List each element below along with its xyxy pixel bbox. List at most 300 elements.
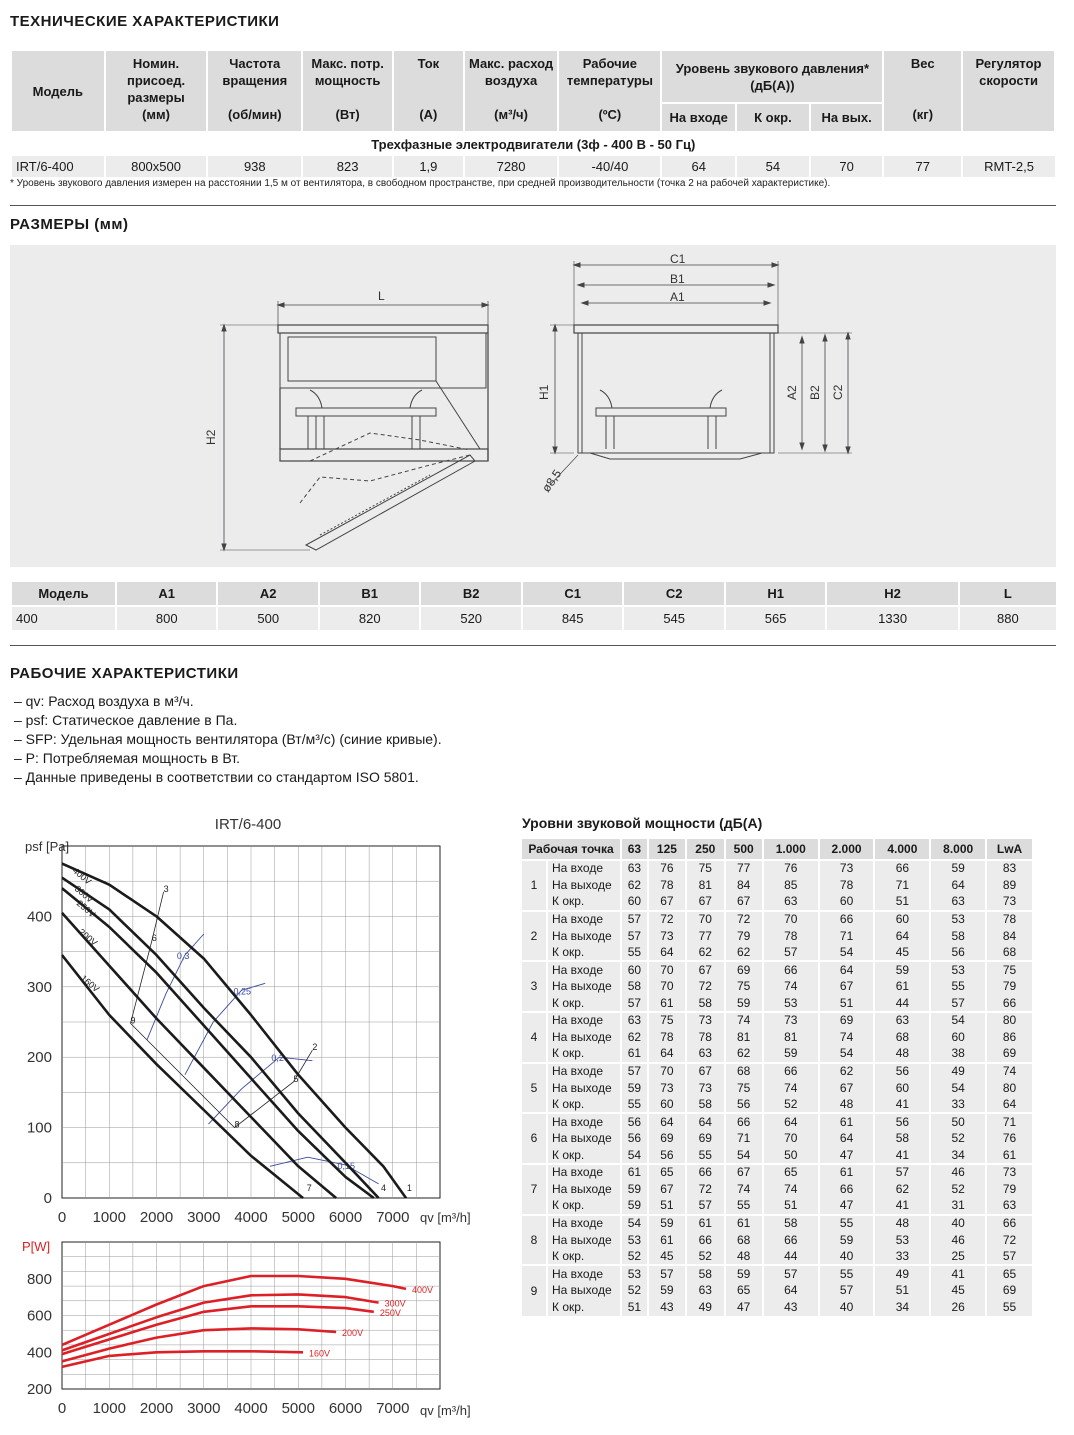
sound-value: 34 (874, 1299, 930, 1316)
sound-row (521, 1046, 1032, 1063)
sound-row-label: На выходе (547, 1181, 621, 1198)
sound-value: 74 (819, 1029, 875, 1046)
dim-cell: 820 (319, 606, 420, 630)
spec-header-size: Номин. присоед. размеры (мм) (105, 50, 208, 132)
sound-value: 74 (763, 978, 819, 995)
legend-item: – psf: Статическое давление в Па. (14, 712, 238, 728)
y-tick-label: 100 (26, 1119, 52, 1137)
sound-value: 70 (763, 911, 819, 928)
sound-value: 52 (930, 1130, 986, 1147)
spec-group-label: Трехфазные электродвигатели (3ф - 400 В - 50 Гц) (11, 132, 1055, 156)
spec-header-power: Макс. потр. мощность (Вт) (302, 50, 393, 132)
sound-value: 89 (986, 877, 1032, 894)
sound-row-label: На входе (547, 1265, 621, 1282)
y-tick-label: 0 (43, 1190, 52, 1207)
spec-cell: 70 (810, 156, 884, 177)
sound-value: 56 (725, 1096, 763, 1113)
x-tick-label: 4000 (234, 1400, 268, 1417)
sound-value: 78 (763, 928, 819, 945)
sound-value: 60 (621, 894, 648, 911)
sound-value: 60 (874, 911, 930, 928)
point-label: 6 (151, 933, 157, 944)
sound-value: 49 (686, 1299, 724, 1316)
sound-value: 76 (986, 1130, 1032, 1147)
sound-row (521, 961, 1032, 978)
pressure-ylabel: psf [Pa] (25, 839, 70, 854)
dimensions-title: РАЗМЕРЫ (мм) (10, 216, 129, 233)
x-tick-label: 2000 (139, 1400, 174, 1417)
sound-value: 65 (648, 1164, 686, 1181)
sound-value: 66 (686, 1232, 724, 1249)
spec-header-speed: Частота вращения (об/мин) (207, 50, 302, 132)
series-label: 160V (308, 1348, 331, 1359)
sound-value: 69 (986, 1046, 1032, 1063)
spec-cell: 54 (736, 156, 810, 177)
sound-value: 63 (686, 1046, 724, 1063)
sound-row-label: К окр. (547, 1147, 621, 1164)
sound-header-band: LwA (986, 839, 1032, 860)
sound-row (521, 1248, 1032, 1265)
sound-header-band: 125 (648, 839, 686, 860)
sound-value: 79 (986, 978, 1032, 995)
sound-row-label: На выходе (547, 1282, 621, 1299)
sound-value: 40 (819, 1248, 875, 1265)
x-tick-label: 5000 (281, 1209, 315, 1226)
sound-value: 58 (763, 1215, 819, 1232)
sound-row (521, 1299, 1032, 1316)
section-divider (10, 645, 1056, 646)
sound-value: 62 (725, 944, 763, 961)
sound-value: 49 (874, 1265, 930, 1282)
point-label: 5 (293, 1073, 299, 1084)
sound-row (521, 1029, 1032, 1046)
sound-value: 44 (763, 1248, 819, 1265)
sound-value: 59 (819, 1232, 875, 1249)
sound-row (521, 860, 1032, 877)
sound-point-number: 3 (521, 961, 547, 1012)
sound-value: 64 (686, 1113, 724, 1130)
sound-value: 58 (686, 995, 724, 1012)
sound-value: 44 (874, 995, 930, 1012)
sound-value: 52 (930, 1181, 986, 1198)
sound-value: 64 (763, 1282, 819, 1299)
sound-value: 57 (621, 911, 648, 928)
sound-value: 67 (686, 961, 724, 978)
dim-label-H1: H1 (537, 384, 551, 400)
sound-value: 53 (621, 1232, 648, 1249)
dim-label-C2: C2 (831, 384, 845, 400)
dim-header: H2 (826, 582, 958, 606)
pressure-xlabel: qv [m³/h] (420, 1210, 471, 1225)
series-label: 250V (74, 898, 98, 920)
sound-point-number: 2 (521, 911, 547, 962)
sound-value: 66 (819, 1181, 875, 1198)
sound-value: 71 (874, 877, 930, 894)
sound-value: 33 (930, 1096, 986, 1113)
point-label: 7 (306, 1182, 312, 1193)
sound-value: 83 (986, 860, 1032, 877)
point-label: 1 (406, 1182, 412, 1193)
sound-row-label: На входе (547, 911, 621, 928)
sound-row (521, 944, 1032, 961)
sound-value: 66 (986, 1215, 1032, 1232)
sound-value: 79 (725, 928, 763, 945)
sound-value: 66 (763, 1063, 819, 1080)
sound-value: 65 (725, 1282, 763, 1299)
sound-value: 64 (819, 961, 875, 978)
sound-value: 63 (621, 860, 648, 877)
sound-value: 41 (874, 1198, 930, 1215)
x-tick-label: 1000 (92, 1400, 126, 1417)
dim-cell: 400 (11, 606, 116, 630)
operating-line (131, 1023, 313, 1127)
sound-value: 55 (986, 1299, 1032, 1316)
sound-value: 70 (686, 911, 724, 928)
dim-cell: 500 (217, 606, 318, 630)
sound-value: 57 (874, 1164, 930, 1181)
spec-cell: 77 (883, 156, 962, 177)
sound-value: 72 (986, 1232, 1032, 1249)
sound-value: 55 (819, 1265, 875, 1282)
sound-header-band: 250 (686, 839, 724, 860)
legend-item: – P: Потребляемая мощность в Вт. (14, 750, 240, 766)
sound-value: 48 (725, 1248, 763, 1265)
sfp-label: 0,15 (337, 1160, 356, 1171)
series-label: 300V (384, 1298, 406, 1309)
dim-cell: 520 (420, 606, 521, 630)
sound-value: 62 (874, 1181, 930, 1198)
y-tick-label: 400 (26, 1344, 52, 1362)
sound-value: 73 (986, 894, 1032, 911)
sfp-label: 0,3 (176, 951, 190, 962)
sound-value: 84 (986, 928, 1032, 945)
sound-point-number: 1 (521, 860, 547, 911)
spec-cell: 800x500 (105, 156, 208, 177)
sound-row-label: На входе (547, 1215, 621, 1232)
dim-header: L (959, 582, 1056, 606)
sound-value: 70 (763, 1130, 819, 1147)
sound-value: 78 (986, 911, 1032, 928)
sound-value: 58 (874, 1130, 930, 1147)
x-tick-label: 0 (57, 1400, 67, 1417)
sound-value: 69 (686, 1130, 724, 1147)
sound-value: 72 (686, 978, 724, 995)
sound-row (521, 911, 1032, 928)
series-label: 300V (72, 883, 96, 905)
sound-value: 64 (648, 944, 686, 961)
sound-value: 64 (930, 877, 986, 894)
sound-value: 50 (930, 1113, 986, 1130)
sound-value: 81 (725, 1029, 763, 1046)
x-tick-label: 3000 (187, 1209, 221, 1226)
sound-value: 77 (686, 928, 724, 945)
sound-value: 59 (874, 961, 930, 978)
series-label: 400V (411, 1284, 434, 1295)
sound-value: 63 (686, 1282, 724, 1299)
sound-value: 69 (725, 961, 763, 978)
sound-value: 56 (874, 1113, 930, 1130)
sound-row-label: На входе (547, 1063, 621, 1080)
sound-row-label: На выходе (547, 978, 621, 995)
sound-value: 54 (930, 1080, 986, 1097)
spec-table (10, 49, 1056, 177)
sound-value: 68 (986, 944, 1032, 961)
series-label: 250V (379, 1307, 401, 1318)
sound-value: 57 (819, 1282, 875, 1299)
spec-cell: RMT-2,5 (962, 156, 1055, 177)
sound-value: 41 (930, 1265, 986, 1282)
dim-label-H2: H2 (204, 429, 218, 445)
sound-value: 73 (686, 1012, 724, 1029)
power-xlabel: qv [m³/h] (420, 1403, 471, 1418)
sound-value: 75 (648, 1012, 686, 1029)
sound-value: 66 (874, 860, 930, 877)
sound-value: 62 (819, 1063, 875, 1080)
sound-value: 58 (686, 1265, 724, 1282)
sound-value: 59 (725, 1265, 763, 1282)
sound-point-number: 9 (521, 1265, 547, 1316)
sound-header-band: 8.000 (930, 839, 986, 860)
x-tick-label: 4000 (234, 1209, 268, 1226)
sound-value: 81 (763, 1029, 819, 1046)
sound-value: 69 (819, 1012, 875, 1029)
sound-value: 59 (725, 995, 763, 1012)
sound-value: 75 (686, 860, 724, 877)
sound-row (521, 1096, 1032, 1113)
sound-value: 57 (930, 995, 986, 1012)
point-label: 4 (380, 1182, 386, 1193)
sound-value: 80 (986, 1012, 1032, 1029)
sound-value: 58 (686, 1096, 724, 1113)
sound-value: 52 (763, 1096, 819, 1113)
sound-value: 54 (725, 1147, 763, 1164)
sound-value: 50 (763, 1147, 819, 1164)
sound-row-label: На входе (547, 1113, 621, 1130)
sound-value: 61 (986, 1147, 1032, 1164)
sound-row-label: На выходе (547, 1080, 621, 1097)
sound-value: 70 (648, 961, 686, 978)
sound-value: 38 (930, 1046, 986, 1063)
spec-header-temp: Рабочие температуры (ºС) (558, 50, 661, 132)
sound-row-label: На выходе (547, 1130, 621, 1147)
sound-value: 46 (930, 1232, 986, 1249)
x-tick-label: 7000 (376, 1400, 410, 1417)
sound-value: 66 (986, 995, 1032, 1012)
dim-label-A2: A2 (785, 385, 799, 400)
sound-value: 43 (648, 1299, 686, 1316)
spec-cell: 1,9 (393, 156, 464, 177)
sound-value: 47 (819, 1147, 875, 1164)
sound-value: 61 (621, 1046, 648, 1063)
sound-table (520, 839, 1032, 1316)
sound-point-number: 7 (521, 1164, 547, 1215)
sound-value: 34 (930, 1147, 986, 1164)
sound-value: 60 (819, 894, 875, 911)
sound-value: 43 (763, 1299, 819, 1316)
sound-header-band: 1.000 (763, 839, 819, 860)
sound-value: 57 (686, 1198, 724, 1215)
sound-value: 45 (648, 1248, 686, 1265)
dim-label-B2: B2 (808, 385, 822, 400)
sound-value: 54 (819, 944, 875, 961)
y-tick-label: 300 (26, 978, 52, 996)
sound-value: 77 (725, 860, 763, 877)
dim-header: B2 (420, 582, 521, 606)
dim-label-L: L (378, 289, 385, 303)
dim-label-hole: ø8,5 (538, 467, 565, 495)
sound-value: 59 (763, 1046, 819, 1063)
pressure-chart (0, 810, 500, 1230)
sound-value: 26 (930, 1299, 986, 1316)
sound-row (521, 1181, 1032, 1198)
dim-label-B1: B1 (670, 272, 685, 286)
sound-value: 62 (621, 1029, 648, 1046)
x-tick-label: 7000 (376, 1209, 410, 1226)
sound-row-label: К окр. (547, 1248, 621, 1265)
sound-value: 51 (648, 1198, 686, 1215)
sound-value: 31 (930, 1198, 986, 1215)
sound-value: 67 (686, 894, 724, 911)
sound-value: 68 (725, 1063, 763, 1080)
sound-value: 51 (874, 894, 930, 911)
sound-value: 47 (725, 1299, 763, 1316)
sound-value: 74 (725, 1181, 763, 1198)
sound-value: 57 (763, 944, 819, 961)
specs-title: ТЕХНИЧЕСКИЕ ХАРАКТЕРИСТИКИ (10, 13, 280, 30)
sound-row-label: На выходе (547, 1029, 621, 1046)
point-label: 3 (163, 883, 169, 894)
sound-row (521, 1198, 1032, 1215)
sound-point-number: 6 (521, 1113, 547, 1164)
spec-header-weight: Вес (кг) (883, 50, 962, 132)
sound-value: 46 (930, 1164, 986, 1181)
spec-header-model: Модель (11, 50, 105, 132)
x-tick-label: 1000 (92, 1209, 126, 1226)
sound-value: 60 (621, 961, 648, 978)
sound-value: 66 (819, 911, 875, 928)
sound-value: 45 (930, 1282, 986, 1299)
sound-value: 65 (763, 1164, 819, 1181)
sound-title: Уровни звуковой мощности (дБ(А) (522, 815, 763, 831)
spec-data-row (11, 156, 1055, 177)
sound-value: 52 (621, 1282, 648, 1299)
point-label: 2 (312, 1042, 318, 1053)
sound-value: 48 (819, 1096, 875, 1113)
sound-value: 70 (648, 978, 686, 995)
sound-value: 64 (819, 1130, 875, 1147)
sound-value: 67 (648, 1181, 686, 1198)
dimension-table (10, 582, 1056, 630)
sound-point-number: 8 (521, 1215, 547, 1266)
sound-value: 53 (874, 1232, 930, 1249)
sound-value: 81 (686, 877, 724, 894)
sound-value: 75 (725, 1080, 763, 1097)
sound-value: 55 (621, 944, 648, 961)
sound-value: 71 (725, 1130, 763, 1147)
sound-value: 68 (874, 1029, 930, 1046)
sound-value: 63 (986, 1198, 1032, 1215)
sound-value: 62 (686, 944, 724, 961)
legend-item: – SFP: Удельная мощность вентилятора (Вт/м³/с) (синие кривые). (14, 731, 442, 747)
dim-data-row (11, 606, 1056, 630)
sound-value: 53 (621, 1265, 648, 1282)
sound-value: 55 (930, 978, 986, 995)
sound-row-label: К окр. (547, 1046, 621, 1063)
sound-value: 53 (930, 961, 986, 978)
dim-header: A2 (217, 582, 318, 606)
sound-value: 54 (819, 1046, 875, 1063)
sound-value: 64 (986, 1096, 1032, 1113)
sound-value: 61 (819, 1113, 875, 1130)
sound-value: 25 (930, 1248, 986, 1265)
sfp-label: 0,25 (233, 986, 252, 997)
sound-value: 53 (930, 911, 986, 928)
sound-value: 52 (686, 1248, 724, 1265)
spec-cell: 938 (207, 156, 302, 177)
dim-header: Модель (11, 582, 116, 606)
sound-value: 73 (648, 928, 686, 945)
sound-value: 58 (930, 928, 986, 945)
sound-value: 56 (874, 1063, 930, 1080)
sound-row-label: К окр. (547, 1096, 621, 1113)
dim-label-A1: A1 (670, 290, 685, 304)
spec-header-airflow: Макс. расход воздуха (м³/ч) (464, 50, 559, 132)
sound-value: 57 (648, 1265, 686, 1282)
sound-header-band: 500 (725, 839, 763, 860)
sound-value: 73 (986, 1164, 1032, 1181)
sound-value: 59 (621, 1198, 648, 1215)
sound-row (521, 928, 1032, 945)
sound-value: 48 (874, 1046, 930, 1063)
sound-value: 69 (986, 1282, 1032, 1299)
dim-cell: 545 (623, 606, 724, 630)
dimension-drawing (10, 245, 1056, 567)
sound-value: 71 (819, 928, 875, 945)
sound-value: 67 (648, 894, 686, 911)
spec-header-sound-out: На вых. (810, 103, 884, 132)
sound-value: 73 (648, 1080, 686, 1097)
sound-value: 63 (930, 894, 986, 911)
sound-value: 47 (819, 1198, 875, 1215)
sound-value: 55 (725, 1198, 763, 1215)
sound-value: 55 (819, 1215, 875, 1232)
sound-row-label: На входе (547, 1012, 621, 1029)
sound-value: 64 (874, 928, 930, 945)
sound-row (521, 1012, 1032, 1029)
performance-title: РАБОЧИЕ ХАРАКТЕРИСТИКИ (10, 665, 239, 682)
sound-row-label: На выходе (547, 928, 621, 945)
power-ylabel: P[W] (22, 1239, 51, 1254)
sound-value: 78 (648, 877, 686, 894)
dim-cell: 845 (522, 606, 623, 630)
x-tick-label: 6000 (328, 1209, 363, 1226)
dim-cell: 1330 (826, 606, 958, 630)
performance-legend (14, 692, 442, 787)
sound-value: 56 (930, 944, 986, 961)
sound-value: 69 (648, 1130, 686, 1147)
sound-value: 67 (819, 978, 875, 995)
sound-value: 64 (763, 1113, 819, 1130)
spec-cell: 823 (302, 156, 393, 177)
x-tick-label: 6000 (328, 1400, 363, 1417)
sound-value: 70 (648, 1063, 686, 1080)
sound-value: 76 (648, 860, 686, 877)
series-label: 200V (342, 1328, 364, 1339)
sound-value: 66 (686, 1164, 724, 1181)
sound-value: 66 (763, 1232, 819, 1249)
sound-value: 57 (621, 928, 648, 945)
sound-value: 76 (763, 860, 819, 877)
